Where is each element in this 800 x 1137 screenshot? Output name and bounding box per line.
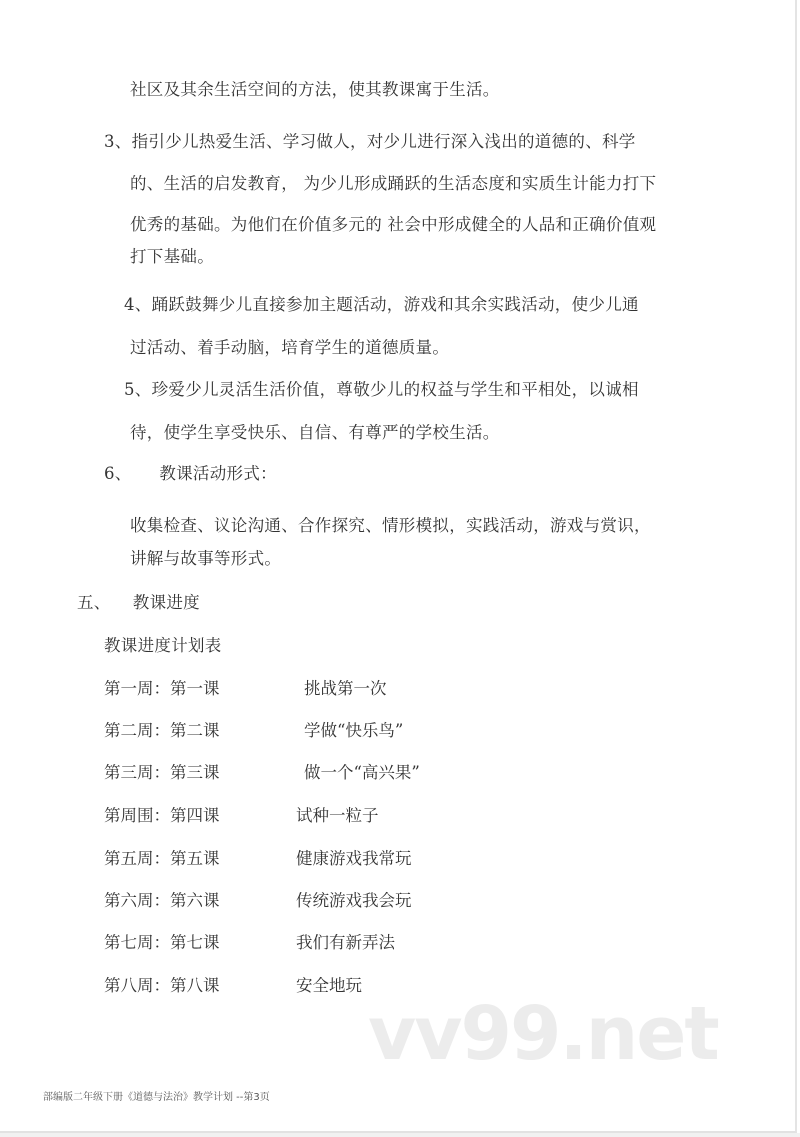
section-heading-five: 五、 教课进度 — [77, 593, 200, 612]
schedule-table-title: 教课进度计划表 — [104, 636, 222, 655]
schedule-lesson-title: 传统游戏我会玩 — [296, 891, 412, 910]
schedule-week: 第二周：第二课 — [104, 721, 220, 740]
schedule-lesson-title: 做一个“高兴果” — [304, 763, 420, 782]
schedule-lesson-title: 挑战第一次 — [304, 679, 387, 698]
text-line: 待，使学生享受快乐、自信、有尊严的学校生活。 — [130, 423, 500, 442]
list-item-4: 4、踊跃鼓舞少儿直接参加主题活动，游戏和其余实践活动，使少儿通 — [124, 295, 639, 314]
schedule-week: 第一周：第一课 — [104, 679, 220, 698]
text-line: 收集检查、议论沟通、合作探究、情形模拟，实践活动，游戏与赏识， — [130, 516, 651, 535]
page-footer: 部编版二年级下册《道德与法治》教学计划 --第3页 — [43, 1092, 270, 1103]
text-line: 过活动、着手动脑，培育学生的道德质量。 — [130, 338, 450, 357]
schedule-week: 第周围：第四课 — [104, 806, 220, 825]
schedule-week: 第五周：第五课 — [104, 849, 220, 868]
schedule-week: 第七周：第七课 — [104, 933, 220, 952]
text-line: 的、生活的启发教育， 为少儿形成踊跃的生活态度和实质生计能力打下 — [130, 174, 657, 193]
schedule-week: 第八周：第八课 — [104, 976, 220, 995]
schedule-lesson-title: 我们有新弄法 — [296, 933, 395, 952]
text-line: 社区及其余生活空间的方法，使其教课寓于生活。 — [130, 80, 500, 99]
text-line: 讲解与故事等形式。 — [130, 549, 282, 568]
schedule-lesson-title: 安全地玩 — [296, 976, 362, 995]
list-item-6-heading: 6、 教课活动形式： — [104, 464, 277, 483]
schedule-lesson-title: 学做“快乐鸟” — [304, 721, 404, 740]
schedule-lesson-title: 试种一粒子 — [296, 806, 379, 825]
page-gap — [0, 1133, 800, 1137]
text-line: 打下基础。 — [130, 247, 214, 266]
text-line: 优秀的基础。为他们在价值多元的 社会中形成健全的人品和正确价值观 — [130, 215, 657, 234]
schedule-week: 第三周：第三课 — [104, 763, 220, 782]
schedule-lesson-title: 健康游戏我常玩 — [296, 849, 412, 868]
list-item-3: 3、指引少儿热爱生活、学习做人，对少儿进行深入浅出的道德的、科学 — [104, 132, 636, 151]
watermark: vv99.net — [368, 991, 718, 1077]
schedule-week: 第六周：第六课 — [104, 891, 220, 910]
list-item-5: 5、珍爱少儿灵活生活价值，尊敬少儿的权益与学生和平相处，以诚相 — [124, 380, 639, 399]
